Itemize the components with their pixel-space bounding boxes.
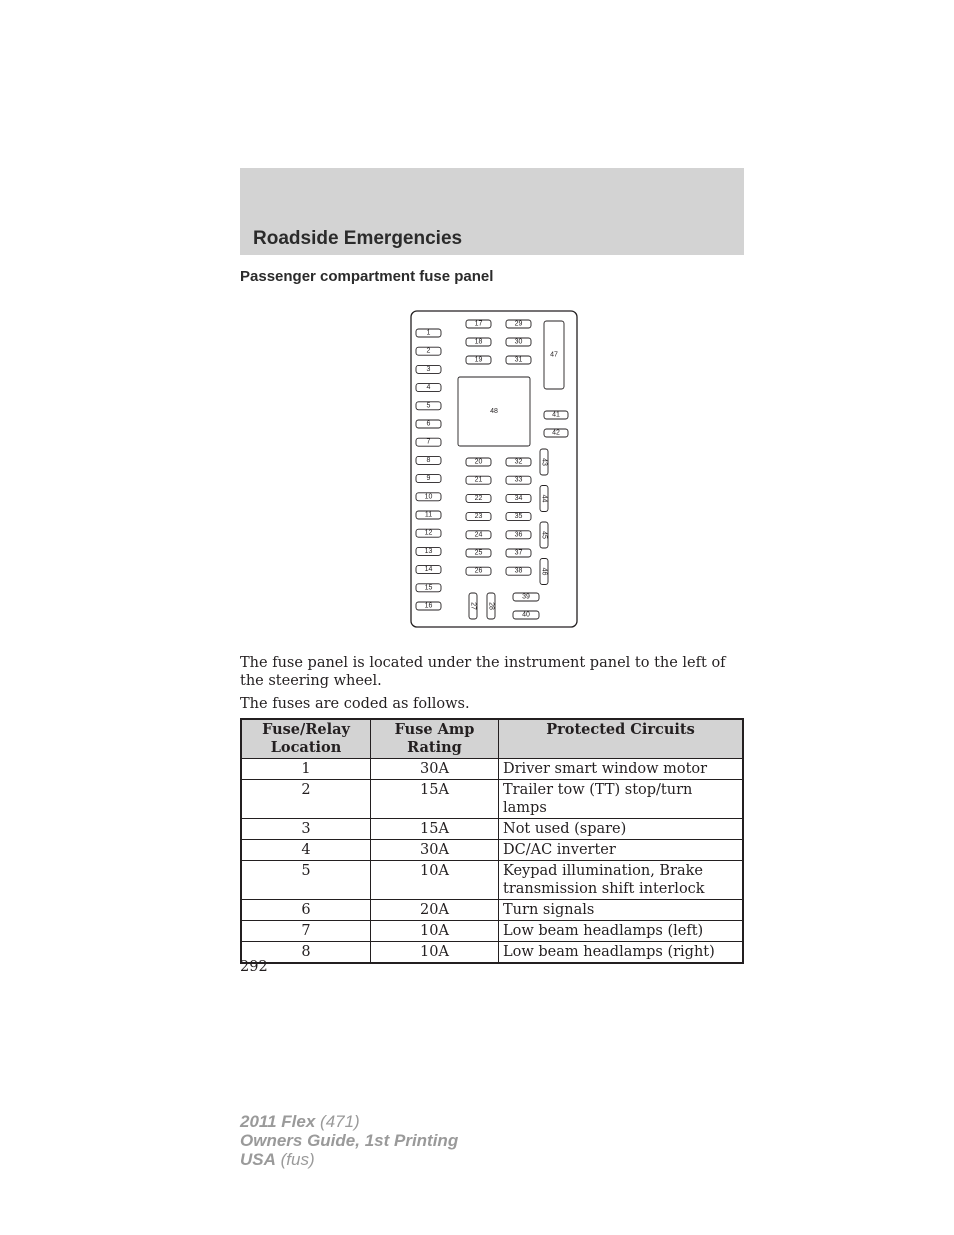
fuse-label: 48 [490, 408, 498, 415]
fuse-label: 42 [552, 429, 560, 437]
fuse-37 [506, 549, 531, 557]
table-header-row [241, 719, 743, 759]
cell-circuit: Trailer tow (TT) stop/turn lamps [499, 780, 744, 819]
table-row [241, 780, 743, 819]
fuse-2 [416, 347, 441, 355]
fuse-label: 37 [514, 549, 523, 557]
page-number: 292 [240, 959, 268, 975]
table-row [241, 840, 743, 861]
table-row [241, 942, 743, 964]
fuse-25 [466, 549, 491, 557]
fuse-label: 33 [514, 476, 523, 484]
fuse-22 [466, 494, 491, 502]
cell-location: 5 [241, 861, 371, 900]
fuse-label: 46 [540, 567, 548, 576]
cell-amp: 30A [371, 840, 499, 861]
fuse-label: 39 [522, 593, 530, 601]
fuse-label: 22 [474, 494, 483, 502]
fuse-8 [416, 456, 441, 464]
fuse-14 [416, 566, 441, 574]
fuse-label: 3 [426, 365, 431, 373]
fuse-48 [458, 377, 530, 446]
cell-location: 7 [241, 921, 371, 942]
fuse-32 [506, 458, 531, 466]
footer-model-code: (471) [320, 1112, 360, 1131]
table-row [241, 759, 743, 780]
fuse-label: 16 [424, 602, 433, 610]
fuse-label: 2 [426, 347, 431, 355]
cell-circuit: Low beam headlamps (right) [499, 942, 744, 964]
cell-circuit: DC/AC inverter [499, 840, 744, 861]
fuse-9 [416, 475, 441, 483]
fuse-18 [466, 338, 491, 346]
table-row [241, 900, 743, 921]
fuse-label: 5 [426, 402, 431, 410]
cell-location: 4 [241, 840, 371, 861]
fuse-29 [506, 320, 531, 328]
fuse-24 [466, 531, 491, 539]
fuse-20 [466, 458, 491, 466]
fuse-label: 4 [426, 384, 431, 392]
fuse-label: 38 [514, 567, 523, 575]
fuse-label: 31 [514, 356, 523, 364]
footer-market-code: (fus) [280, 1150, 315, 1169]
cell-amp: 30A [371, 759, 499, 780]
fuse-label: 1 [426, 329, 431, 337]
location-paragraph: The fuse panel is located under the instrument panel to the left of the steering wheel. [240, 655, 726, 689]
fuse-label: 34 [514, 494, 523, 502]
fuse-label: 24 [474, 531, 483, 539]
fuse-label: 29 [514, 320, 523, 328]
fuse-16 [416, 602, 441, 610]
cell-amp: 10A [371, 921, 499, 942]
fuse-label: 47 [550, 351, 558, 359]
fuse-label: 44 [540, 494, 548, 503]
cell-circuit: Low beam headlamps (left) [499, 921, 744, 942]
fuse-39 [513, 593, 539, 601]
fuse-panel-diagram [410, 310, 578, 630]
fuse-4 [416, 384, 441, 392]
fuse-23 [466, 513, 491, 521]
cell-circuit: Not used (spare) [499, 819, 744, 840]
coding-paragraph: The fuses are coded as follows. [240, 696, 470, 712]
fuse-34 [506, 494, 531, 502]
cell-circuit: Keypad illumination, Brake transmission shift interlock [499, 861, 744, 900]
fuse-label: 19 [474, 356, 483, 364]
cell-amp: 20A [371, 900, 499, 921]
fuse-label: 35 [514, 513, 523, 521]
cell-amp: 10A [371, 861, 499, 900]
fuse-30 [506, 338, 531, 346]
fuse-label: 45 [540, 531, 548, 539]
fuse-44 [540, 486, 548, 512]
fuse-label: 17 [474, 320, 483, 328]
fuse-label: 30 [514, 338, 523, 346]
fuse-40 [513, 611, 539, 619]
cell-amp: 15A [371, 819, 499, 840]
fuse-label: 9 [426, 475, 431, 483]
fuse-label: 23 [474, 513, 483, 521]
fuse-33 [506, 476, 531, 484]
fuse-label: 40 [522, 611, 530, 619]
footer-model: 2011 Flex [240, 1112, 316, 1131]
fuse-38 [506, 567, 531, 575]
fuse-label: 25 [474, 549, 483, 557]
table-row [241, 819, 743, 840]
fuse-label: 10 [424, 493, 433, 501]
fuse-label: 8 [426, 456, 431, 464]
subsection-title: Passenger compartment fuse panel [240, 268, 494, 285]
fuse-label: 12 [424, 529, 433, 537]
cell-circuit: Turn signals [499, 900, 744, 921]
fuse-17 [466, 320, 491, 328]
cell-location: 6 [241, 900, 371, 921]
fuse-label: 6 [426, 420, 431, 428]
fuse-label: 28 [487, 602, 495, 610]
footer-line-2 [240, 1131, 458, 1150]
fuse-28 [487, 593, 495, 619]
fuse-label: 21 [474, 476, 483, 484]
fuse-label: 43 [540, 458, 548, 466]
fuse-31 [506, 356, 531, 364]
table-row [241, 861, 743, 900]
cell-location: 1 [241, 759, 371, 780]
fuse-12 [416, 529, 441, 537]
cell-amp: 10A [371, 942, 499, 964]
fuse-label: 15 [424, 584, 433, 592]
table-row [241, 921, 743, 942]
fuse-21 [466, 476, 491, 484]
fuse-11 [416, 511, 441, 519]
fuse-42 [544, 429, 568, 437]
footer-line-1 [240, 1112, 458, 1131]
fuse-label: 27 [469, 602, 477, 610]
header-location: Fuse/Relay Location [241, 719, 371, 759]
fuse-47 [544, 321, 564, 389]
fuse-45 [540, 522, 548, 548]
fuse-label: 32 [514, 458, 523, 466]
fuse-label: 7 [426, 438, 431, 446]
fuse-10 [416, 493, 441, 501]
fuse-label: 18 [474, 338, 483, 346]
cell-location: 8 [241, 942, 371, 964]
fuse-label: 11 [424, 511, 433, 519]
footer-guide: Owners Guide, 1st Printing [240, 1131, 459, 1150]
fuse-26 [466, 567, 491, 575]
fuse-46 [540, 559, 548, 585]
fuse-36 [506, 531, 531, 539]
fuse-label: 14 [424, 566, 433, 574]
header-amp-rating: Fuse Amp Rating [371, 719, 499, 759]
fuse-43 [540, 449, 548, 475]
fuse-1 [416, 329, 441, 337]
section-title: Roadside Emergencies [253, 228, 463, 249]
footer-market: USA [240, 1150, 276, 1169]
fuse-3 [416, 365, 441, 373]
fuse-15 [416, 584, 441, 592]
cell-location: 3 [241, 819, 371, 840]
fuse-35 [506, 513, 531, 521]
fuse-label: 20 [474, 458, 483, 466]
fuse-label: 26 [474, 567, 483, 575]
fuse-13 [416, 547, 441, 555]
fuse-19 [466, 356, 491, 364]
cell-amp: 15A [371, 780, 499, 819]
fuse-table [240, 718, 744, 964]
fuse-7 [416, 438, 441, 446]
footer-line-3 [240, 1150, 458, 1169]
fuse-41 [544, 411, 568, 419]
fuse-label: 36 [514, 531, 523, 539]
footer [240, 1112, 458, 1169]
cell-location: 2 [241, 780, 371, 819]
header-protected-circuits: Protected Circuits [499, 719, 744, 759]
fuse-6 [416, 420, 441, 428]
fuse-label: 41 [552, 411, 560, 419]
cell-circuit: Driver smart window motor [499, 759, 744, 780]
fuse-5 [416, 402, 441, 410]
fuse-label: 13 [424, 547, 433, 555]
fuse-27 [469, 593, 477, 619]
